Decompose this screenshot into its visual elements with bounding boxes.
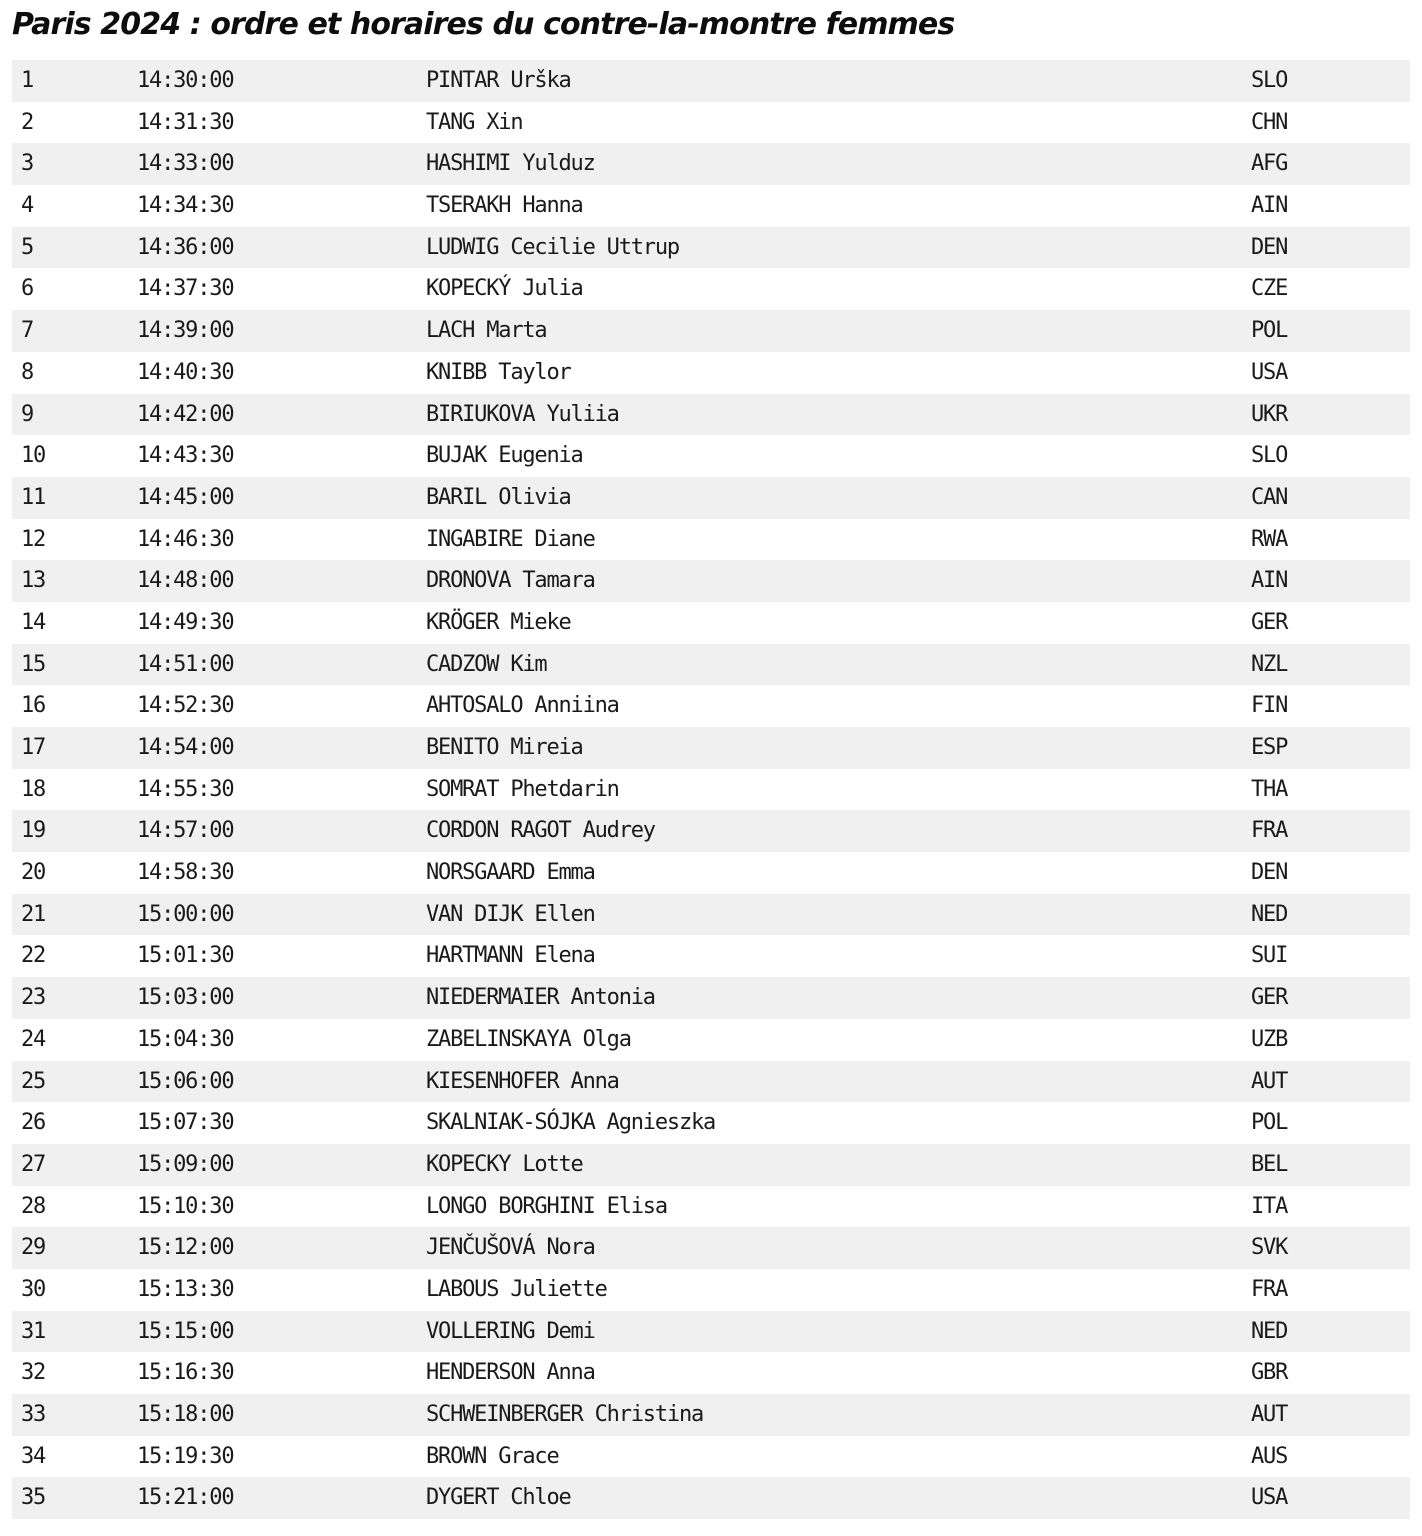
start-order-number: 15 bbox=[21, 651, 46, 677]
start-time: 14:51:00 bbox=[137, 651, 234, 677]
start-time: 15:01:30 bbox=[137, 943, 234, 969]
start-order-number: 28 bbox=[21, 1193, 46, 1219]
rider-name: LUDWIG Cecilie Uttrup bbox=[426, 234, 679, 260]
nation-code: FRA bbox=[1251, 818, 1288, 844]
rider-name: TSERAKH Hanna bbox=[426, 193, 583, 219]
nation-code: NZL bbox=[1251, 651, 1288, 677]
start-order-number: 30 bbox=[21, 1276, 46, 1302]
table-row bbox=[12, 1436, 1410, 1478]
start-order-number: 21 bbox=[21, 901, 46, 927]
table-row bbox=[12, 185, 1410, 227]
start-time: 15:07:30 bbox=[137, 1110, 234, 1136]
rider-name: BUJAK Eugenia bbox=[426, 443, 583, 469]
start-time: 15:10:30 bbox=[137, 1193, 234, 1219]
table-row bbox=[12, 477, 1410, 519]
nation-code: ITA bbox=[1251, 1193, 1288, 1219]
start-order-number: 23 bbox=[21, 985, 46, 1011]
start-time: 15:00:00 bbox=[137, 901, 234, 927]
start-time: 15:03:00 bbox=[137, 985, 234, 1011]
start-time: 15:21:00 bbox=[137, 1485, 234, 1511]
nation-code: DEN bbox=[1251, 234, 1288, 260]
start-time: 14:54:00 bbox=[137, 735, 234, 760]
rider-name: BROWN Grace bbox=[426, 1443, 559, 1469]
rider-name: CORDON RAGOT Audrey bbox=[426, 818, 655, 844]
start-order-number: 2 bbox=[21, 109, 34, 135]
start-order-number: 25 bbox=[21, 1068, 46, 1094]
start-time: 14:46:30 bbox=[137, 526, 234, 552]
start-time: 14:31:30 bbox=[137, 109, 234, 135]
start-time: 14:36:00 bbox=[137, 234, 234, 260]
start-order-number: 9 bbox=[21, 401, 34, 427]
table-row bbox=[12, 1269, 1410, 1311]
rider-name: LONGO BORGHINI Elisa bbox=[426, 1193, 667, 1219]
start-time: 15:12:00 bbox=[137, 1235, 234, 1261]
table-row bbox=[12, 102, 1410, 144]
rider-name: VAN DIJK Ellen bbox=[426, 901, 595, 927]
nation-code: UZB bbox=[1251, 1026, 1288, 1052]
start-time: 14:33:00 bbox=[137, 151, 234, 177]
start-order-number: 34 bbox=[21, 1443, 46, 1469]
rider-name: BENITO Mireia bbox=[426, 735, 583, 760]
table-row bbox=[12, 977, 1410, 1019]
table-row bbox=[12, 310, 1410, 352]
nation-code: POL bbox=[1251, 318, 1288, 344]
page-title: Paris 2024 : ordre et horaires du contre-la-montre femmes bbox=[12, 7, 955, 42]
table-row bbox=[12, 1102, 1410, 1144]
nation-code: CHN bbox=[1251, 109, 1288, 135]
start-order-number: 32 bbox=[21, 1360, 46, 1386]
start-order-number: 24 bbox=[21, 1026, 46, 1052]
nation-code: FIN bbox=[1251, 693, 1288, 719]
nation-code: FRA bbox=[1251, 1276, 1288, 1302]
start-order-number: 8 bbox=[21, 359, 34, 385]
rider-name: JENČUŠOVÁ Nora bbox=[426, 1235, 595, 1261]
nation-code: SVK bbox=[1251, 1235, 1288, 1261]
start-time: 15:04:30 bbox=[137, 1026, 234, 1052]
table-row bbox=[12, 602, 1410, 644]
table-row bbox=[12, 1144, 1410, 1186]
nation-code: NED bbox=[1251, 1318, 1288, 1344]
nation-code: GER bbox=[1251, 609, 1288, 635]
table-row bbox=[12, 769, 1410, 811]
start-order-number: 33 bbox=[21, 1402, 46, 1427]
rider-name: NORSGAARD Emma bbox=[426, 860, 595, 886]
start-order-number: 3 bbox=[21, 151, 34, 177]
start-order-number: 31 bbox=[21, 1318, 46, 1344]
start-time: 14:49:30 bbox=[137, 609, 234, 635]
table-row bbox=[12, 810, 1410, 852]
table-row bbox=[12, 435, 1410, 477]
table-row bbox=[12, 60, 1410, 102]
start-time: 14:42:00 bbox=[137, 401, 234, 427]
start-order-number: 12 bbox=[21, 526, 46, 552]
table-row bbox=[12, 1227, 1410, 1269]
start-time: 14:55:30 bbox=[137, 776, 234, 802]
table-row bbox=[12, 1019, 1410, 1061]
start-time: 14:52:30 bbox=[137, 693, 234, 719]
rider-name: HASHIMI Yulduz bbox=[426, 151, 595, 177]
nation-code: CAN bbox=[1251, 484, 1288, 510]
start-order-number: 27 bbox=[21, 1151, 46, 1177]
rider-name: PINTAR Urška bbox=[426, 68, 571, 93]
start-order-number: 10 bbox=[21, 443, 46, 469]
start-order-number: 1 bbox=[21, 68, 34, 93]
rider-name: SCHWEINBERGER Christina bbox=[426, 1402, 704, 1427]
start-order-number: 5 bbox=[21, 234, 34, 260]
start-time: 14:40:30 bbox=[137, 359, 234, 385]
rider-name: DYGERT Chloe bbox=[426, 1485, 571, 1511]
start-time: 15:13:30 bbox=[137, 1276, 234, 1302]
table-row bbox=[12, 1477, 1410, 1519]
rider-name: NIEDERMAIER Antonia bbox=[426, 985, 655, 1011]
table-row bbox=[12, 560, 1410, 602]
start-time: 15:06:00 bbox=[137, 1068, 234, 1094]
rider-name: SKALNIAK-SÓJKA Agnieszka bbox=[426, 1110, 716, 1136]
table-row bbox=[12, 519, 1410, 561]
start-order-number: 11 bbox=[21, 484, 46, 510]
nation-code: AIN bbox=[1251, 193, 1288, 219]
start-order-number: 18 bbox=[21, 776, 46, 802]
rider-name: AHTOSALO Anniina bbox=[426, 693, 619, 719]
start-time: 15:09:00 bbox=[137, 1151, 234, 1177]
rider-name: LACH Marta bbox=[426, 318, 547, 344]
table-row bbox=[12, 1311, 1410, 1353]
start-order-number: 14 bbox=[21, 609, 46, 635]
nation-code: AUT bbox=[1251, 1402, 1288, 1427]
table-row bbox=[12, 1352, 1410, 1394]
table-row bbox=[12, 352, 1410, 394]
start-order-number: 17 bbox=[21, 735, 46, 760]
rider-name: BARIL Olivia bbox=[426, 484, 571, 510]
nation-code: BEL bbox=[1251, 1151, 1288, 1177]
table-row bbox=[12, 227, 1410, 269]
start-time: 15:15:00 bbox=[137, 1318, 234, 1344]
nation-code: NED bbox=[1251, 901, 1288, 927]
start-time: 15:19:30 bbox=[137, 1443, 234, 1469]
nation-code: AIN bbox=[1251, 568, 1288, 594]
nation-code: CZE bbox=[1251, 276, 1288, 302]
start-order-number: 4 bbox=[21, 193, 34, 219]
start-time: 14:58:30 bbox=[137, 860, 234, 886]
nation-code: USA bbox=[1251, 1485, 1288, 1511]
table-row bbox=[12, 1061, 1410, 1103]
rider-name: HARTMANN Elena bbox=[426, 943, 595, 969]
nation-code: USA bbox=[1251, 359, 1288, 385]
start-time: 14:48:00 bbox=[137, 568, 234, 594]
start-order-number: 6 bbox=[21, 276, 34, 302]
nation-code: AUT bbox=[1251, 1068, 1288, 1094]
start-time: 14:30:00 bbox=[137, 68, 234, 93]
table-row bbox=[12, 268, 1410, 310]
start-time: 14:45:00 bbox=[137, 484, 234, 510]
table-row bbox=[12, 143, 1410, 185]
rider-name: KOPECKY Lotte bbox=[426, 1151, 583, 1177]
rider-name: DRONOVA Tamara bbox=[426, 568, 595, 594]
start-order-number: 22 bbox=[21, 943, 46, 969]
table-row bbox=[12, 1186, 1410, 1228]
nation-code: AFG bbox=[1251, 151, 1288, 177]
rider-name: KRÖGER Mieke bbox=[426, 609, 571, 635]
nation-code: SUI bbox=[1251, 943, 1288, 969]
start-time: 14:39:00 bbox=[137, 318, 234, 344]
nation-code: SLO bbox=[1251, 443, 1288, 469]
table-row bbox=[12, 644, 1410, 686]
nation-code: AUS bbox=[1251, 1443, 1288, 1469]
table-row bbox=[12, 394, 1410, 436]
start-time: 15:18:00 bbox=[137, 1402, 234, 1427]
start-order-number: 26 bbox=[21, 1110, 46, 1136]
start-order-number: 35 bbox=[21, 1485, 46, 1511]
start-order-number: 19 bbox=[21, 818, 46, 844]
start-time: 14:43:30 bbox=[137, 443, 234, 469]
start-time: 14:34:30 bbox=[137, 193, 234, 219]
table-row bbox=[12, 935, 1410, 977]
rider-name: TANG Xin bbox=[426, 109, 523, 135]
rider-name: HENDERSON Anna bbox=[426, 1360, 595, 1386]
nation-code: SLO bbox=[1251, 68, 1288, 93]
table-row bbox=[12, 852, 1410, 894]
nation-code: RWA bbox=[1251, 526, 1288, 552]
start-order-number: 29 bbox=[21, 1235, 46, 1261]
start-time: 15:16:30 bbox=[137, 1360, 234, 1386]
nation-code: DEN bbox=[1251, 860, 1288, 886]
start-order-number: 13 bbox=[21, 568, 46, 594]
rider-name: SOMRAT Phetdarin bbox=[426, 776, 619, 802]
rider-name: ZABELINSKAYA Olga bbox=[426, 1026, 631, 1052]
rider-name: INGABIRE Diane bbox=[426, 526, 595, 552]
nation-code: THA bbox=[1251, 776, 1288, 802]
rider-name: KIESENHOFER Anna bbox=[426, 1068, 619, 1094]
rider-name: LABOUS Juliette bbox=[426, 1276, 607, 1302]
rider-name: CADZOW Kim bbox=[426, 651, 547, 677]
table-row bbox=[12, 685, 1410, 727]
nation-code: POL bbox=[1251, 1110, 1288, 1136]
start-order-number: 7 bbox=[21, 318, 34, 344]
rider-name: VOLLERING Demi bbox=[426, 1318, 595, 1344]
rider-name: BIRIUKOVA Yuliia bbox=[426, 401, 619, 427]
table-row bbox=[12, 894, 1410, 936]
start-time: 14:57:00 bbox=[137, 818, 234, 844]
nation-code: GER bbox=[1251, 985, 1288, 1011]
start-time: 14:37:30 bbox=[137, 276, 234, 302]
nation-code: ESP bbox=[1251, 735, 1288, 760]
rider-name: KOPECKÝ Julia bbox=[426, 276, 583, 302]
nation-code: UKR bbox=[1251, 401, 1288, 427]
start-order-number: 20 bbox=[21, 860, 46, 886]
table-row bbox=[12, 1394, 1410, 1436]
start-order-table bbox=[12, 60, 1410, 1519]
start-order-number: 16 bbox=[21, 693, 46, 719]
nation-code: GBR bbox=[1251, 1360, 1288, 1386]
rider-name: KNIBB Taylor bbox=[426, 359, 571, 385]
table-row bbox=[12, 727, 1410, 769]
